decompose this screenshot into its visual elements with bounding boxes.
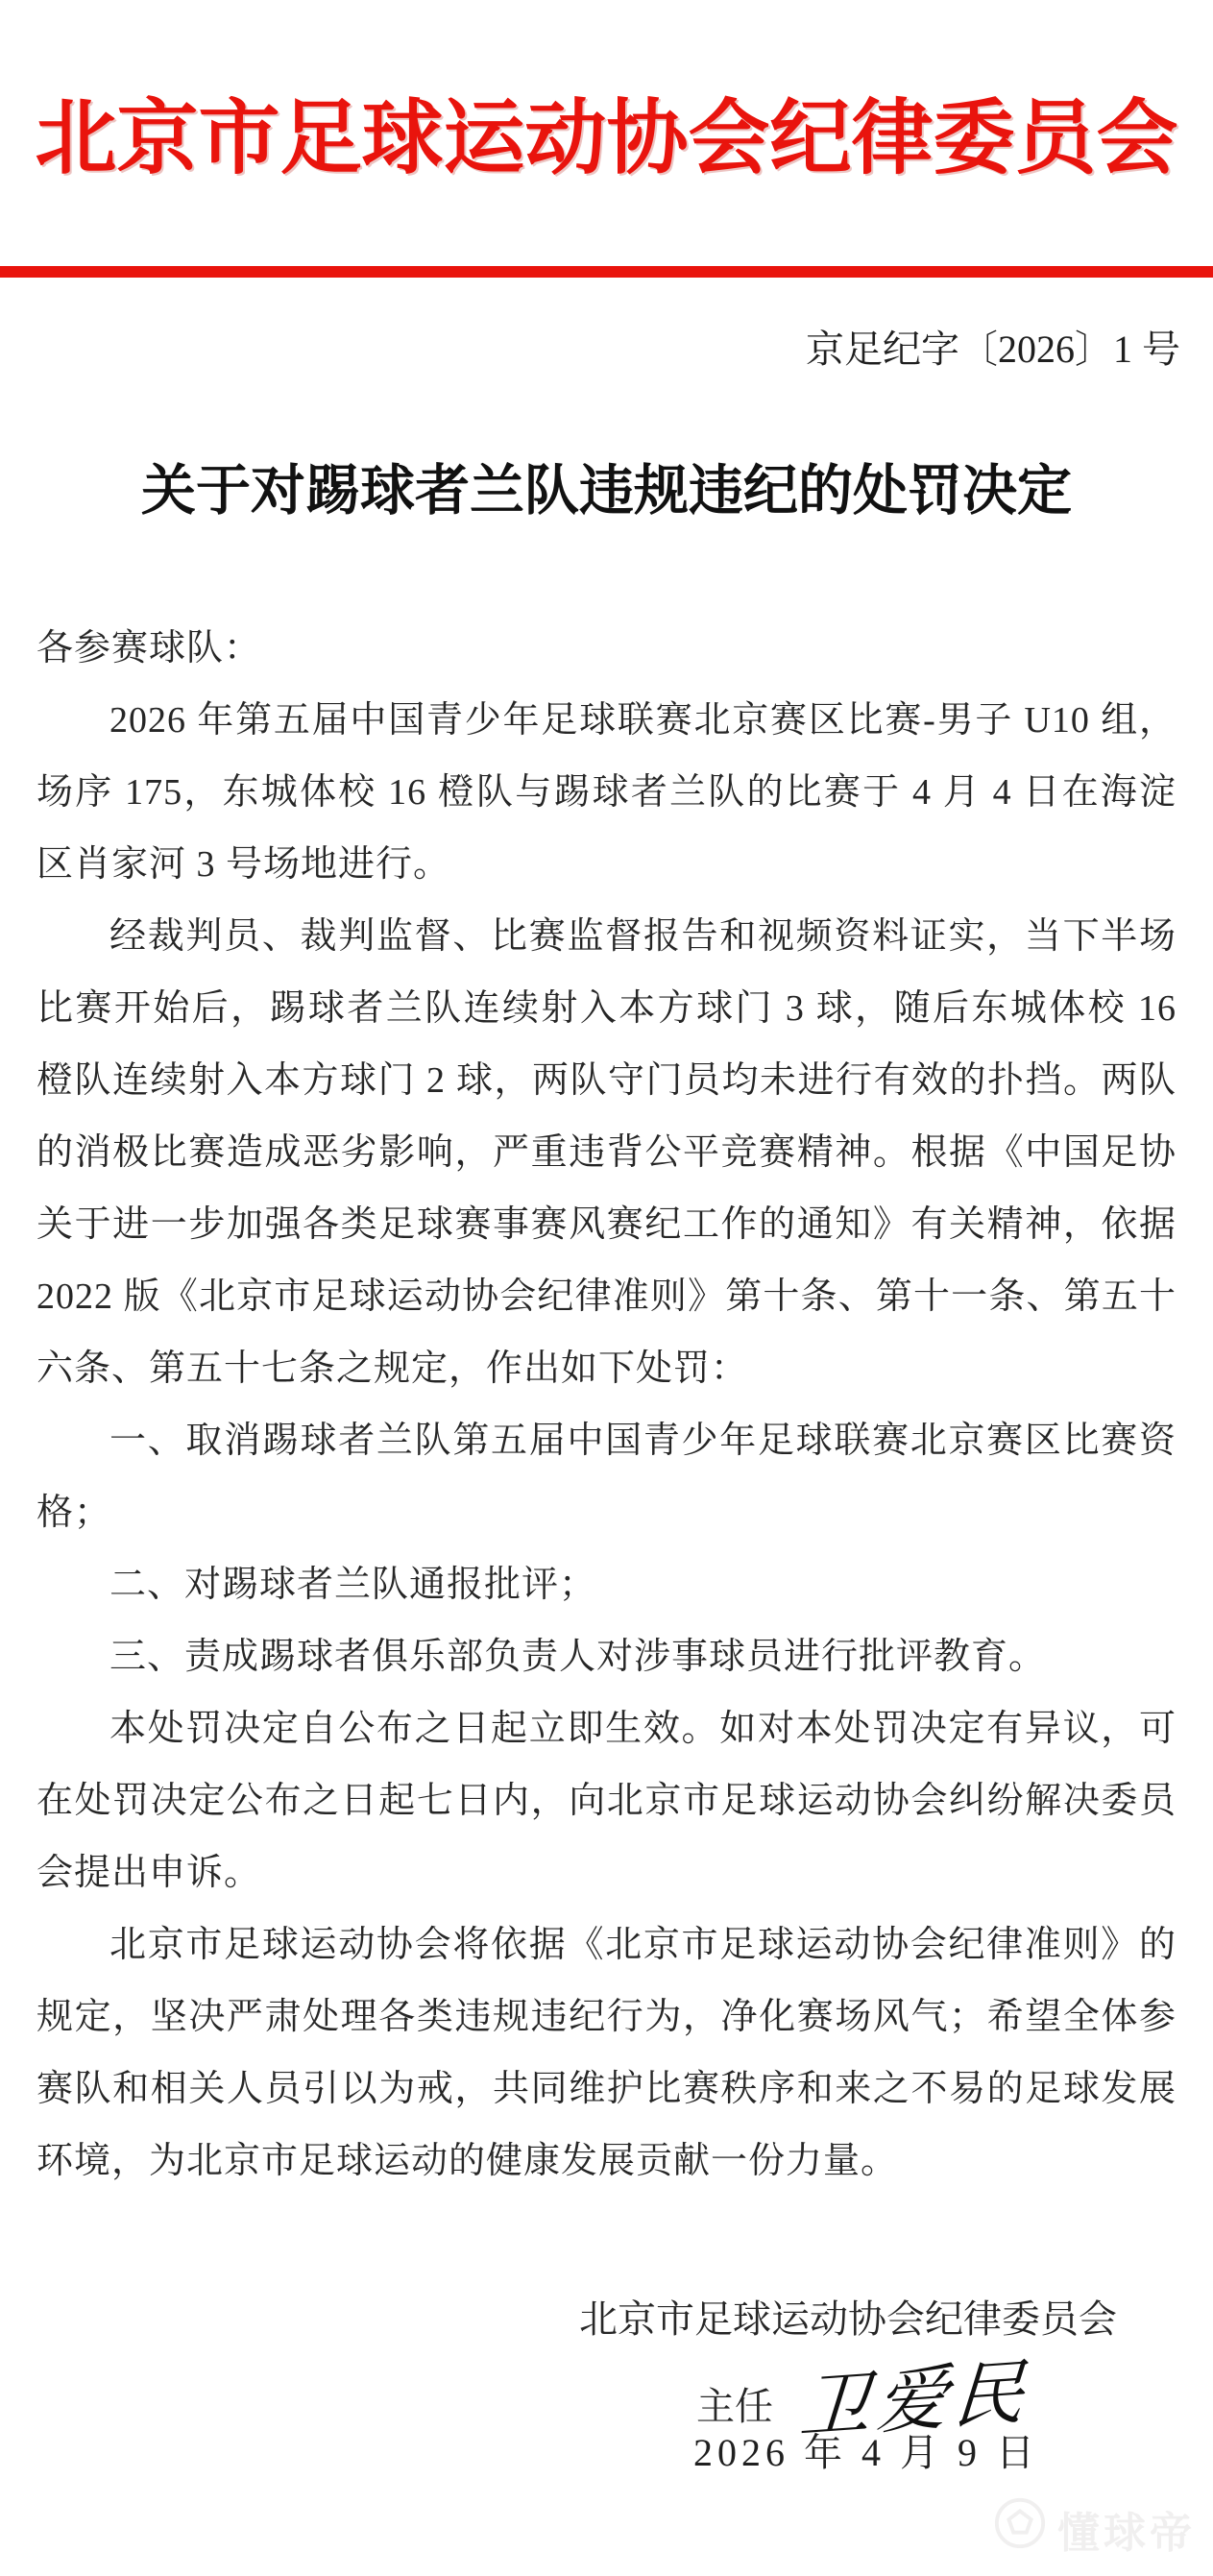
body-paragraph: 本处罚决定自公布之日起立即生效。如对本处罚决定有异议，可在处罚决定公布之日起七日内，向北京市足球运动协会纠纷解决委员会提出申诉。 (36, 1709, 1177, 1893)
penalty-item-2: 二、对踢球者兰队通报批评； (109, 1565, 597, 1605)
signer-role-label: 主任 (696, 2384, 773, 2428)
signature-org-name: 北京市足球运动协会纪律委员会 (579, 2297, 1117, 2341)
red-divider-line (0, 266, 1213, 278)
signature-date: 2026 年 4 月 9 日 (693, 2431, 1039, 2474)
penalty-item-3: 三、责成踢球者俱乐部负责人对涉事球员进行批评教育。 (109, 1637, 1047, 1677)
watermark (992, 2495, 1196, 2562)
penalty-item-1: 一、取消踢球者兰队第五届中国青少年足球联赛北京赛区比赛资格； (36, 1421, 1177, 1533)
salutation: 各参赛球队： (36, 628, 262, 668)
document-title: 关于对踢球者兰队违规违纪的处罚决定 (141, 461, 1072, 522)
body-paragraph: 北京市足球运动协会将依据《北京市足球运动协会纪律准则》的规定，坚决严肃处理各类违规违纪行为，净化赛场风气；希望全体参赛队和相关人员引以为戒，共同维护比赛秩序和来之不易的足球发展环境，为北京市足球运动的健康发展贡献一份力量。 (36, 1925, 1177, 2181)
watermark-label: 懂球帝 (1057, 2509, 1196, 2557)
body-paragraph: 2026 年第五届中国青少年足球联赛北京赛区比赛-男子 U10 组，场序 175，东城体校 16 橙队与踢球者兰队的比赛于 4 月 4 日在海淀区肖家河 3 号场地进行。 (36, 700, 1177, 885)
red-letterhead-org-name: 北京市足球运动协会纪律委员会 (35, 94, 1178, 184)
document-reference-number: 京足纪字〔2026〕1 号 (806, 328, 1180, 371)
document-body (0, 613, 1213, 2198)
soccer-ball-icon (992, 2495, 1048, 2562)
handwritten-signature: 卫爱民 (796, 2353, 1033, 2449)
body-paragraph: 经裁判员、裁判监督、比赛监督报告和视频资料证实，当下半场比赛开始后，踢球者兰队连续射入本方球门 3 球，随后东城体校 16 橙队连续射入本方球门 2 球，两队守门员均未进行有效的扑挡。两队的消极比赛造成恶劣影响，严重违背公平竞赛精神。根据《中国足协关于进一步加强各类足球赛事赛风赛纪工作的通知》有关精神，依据 2022 版《北京市足球运动协会纪律准则》第十条、第十一条、第五十六条、第五十七条之规定，作出如下处罚： (36, 916, 1177, 1389)
